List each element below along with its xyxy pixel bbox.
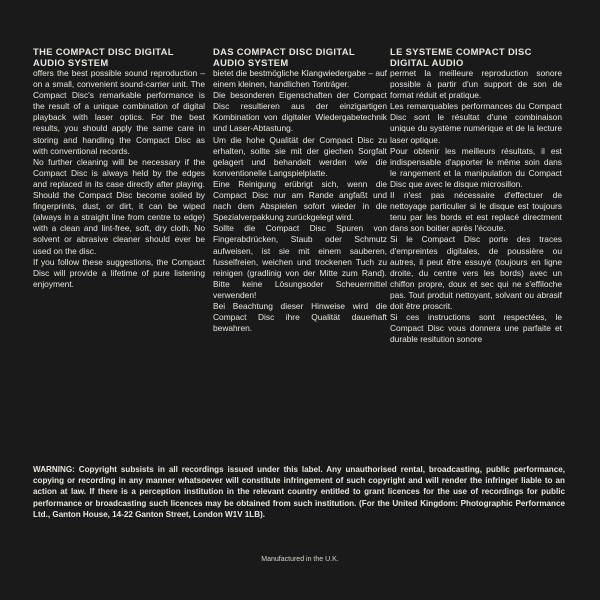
copyright-warning: WARNING: Copyright subsists in all recordings issued under this label. Any unauthorised rental, broadcasting, public performance, copying or recording in any manner whatsoever will constitute infringement of such copyright and will render the infringer liable to an action at law. If there is a perception institution in the relevant country entitled to grant licences for the use of recordings for public performance or broadcasting such licences may be obtained from such institution. (For the United Kingdom: Photographic Performance Ltd., Ganton House, 14-22 Ganton Street, London W1V 1LB). — [33, 465, 565, 519]
french-paragraph: Pour obtenir les meilleurs résultats, il est indispensable d'apporter le même soin dans le rangement et la manipulation du Compact Disc que avec le disque microsillon. — [390, 145, 562, 189]
german-paragraph: Bei Beachtung dieser Hinweise wird die Compact Disc ihre Qualität dauerhaft bewahren. — [213, 300, 387, 334]
german-heading: DAS COMPACT DISC DIGITAL AUDIO SYSTEM — [213, 46, 355, 68]
french-paragraph: Si ces instructions sont respectées, le Compact Disc vous donnera une parfaite et durable resitution sonore — [390, 312, 562, 345]
english-heading: THE COMPACT DISC DIGITAL AUDIO SYSTEM — [33, 46, 174, 68]
german-paragraph: Die besonderen Eigenschaften der Compact Disc resultieren aus der einzigartigen Kombination von digitaler Wiedergabetechnik und Laser-Abtastung. — [213, 90, 387, 134]
french-heading: LE SYSTEME COMPACT DISC DIGITAL AUDIO — [390, 46, 532, 68]
english-paragraph: offers the best possible sound reproduction – on a small, convenient sound-carrier unit. The Compact Disc's remarkable performance is the result of a unique combination of digital playback with laser optics. For the best results, you should apply the same care in storing and handling the Compact Disc as with conventional records. — [33, 68, 205, 156]
french-paragraph: Il n'est pas nécessaire d'effectuer de nettoyage particulier si le disque est toujours tenu par les bords et est replacé directment dans son boitier après l'écoute. — [390, 190, 562, 234]
french-paragraph: Les remarquables performances du Compact Disc sont le résultat d'une combinaison unique du système numérique et de la lecture laser optique. — [390, 101, 562, 145]
german-paragraph: Um die hohe Qualität der Compact Disc zu erhalten, sollte sie mit der giechen Sorgfalt gelagert und behandelt werden wie die konventionelle Langspielplatte. — [213, 134, 387, 178]
french-paragraph: Si le Compact Disc porte des traces d'empreintes digitales, de poussière ou autres, il peut être essuyé (toujours en ligne droite, du centre vers les bords) avec un chiffon propre, doux et sec qui ne s'effiloche pas. Tout produit nettoyant, solvant ou abrasif doit être proscrit. — [390, 234, 562, 311]
german-paragraph: Eine Reinigung erübrigt sich, wenn die Compact Disc nur am Rande angfaßt und nach dem Abspielen sofort wieder in die Spezialverpakkung zurückgelegt wird. — [213, 178, 387, 223]
french-paragraph: permet la meilleure reproduction sonore possible à partir d'un support de son de format réduit et pratique. — [390, 68, 562, 101]
german-column — [213, 46, 387, 334]
manufactured-in-label: Manufactured in the U.K. — [261, 556, 339, 563]
german-paragraph: bietet die bestmögliche Klangwiedergabe – auf einem kleinen, handlichen Tonträger. — [213, 68, 387, 90]
english-column — [33, 46, 205, 290]
french-column — [390, 46, 562, 345]
german-paragraph: Sollte die Compact Disc Spuren von Fingerabdrücken, Staub oder Schmutz aufweisen, ist sie mit einem sauberen, fusselfreien, weichen und trockenen Tuch zu reinigen (gradlinig von der Mitte zum Rand). Bitte keine Lösungsoder Scheuermittel verwenden! — [213, 223, 387, 300]
english-paragraph: If you follow these suggestions, the Compact Disc will provide a lifetime of pure listening enjoyment. — [33, 256, 205, 289]
english-paragraph: No further cleaning will be necessary if the Compact Disc is always held by the edges and replaced in its case directly after playing. Should the Compact Disc become soiled by fingerprints, dust, or dirt, it can be wiped (always in a straight line from centre to edge) with a clean and lint-free, soft, dry cloth. No solvent or abrasive cleaner should ever be used on the disc. — [33, 156, 205, 256]
